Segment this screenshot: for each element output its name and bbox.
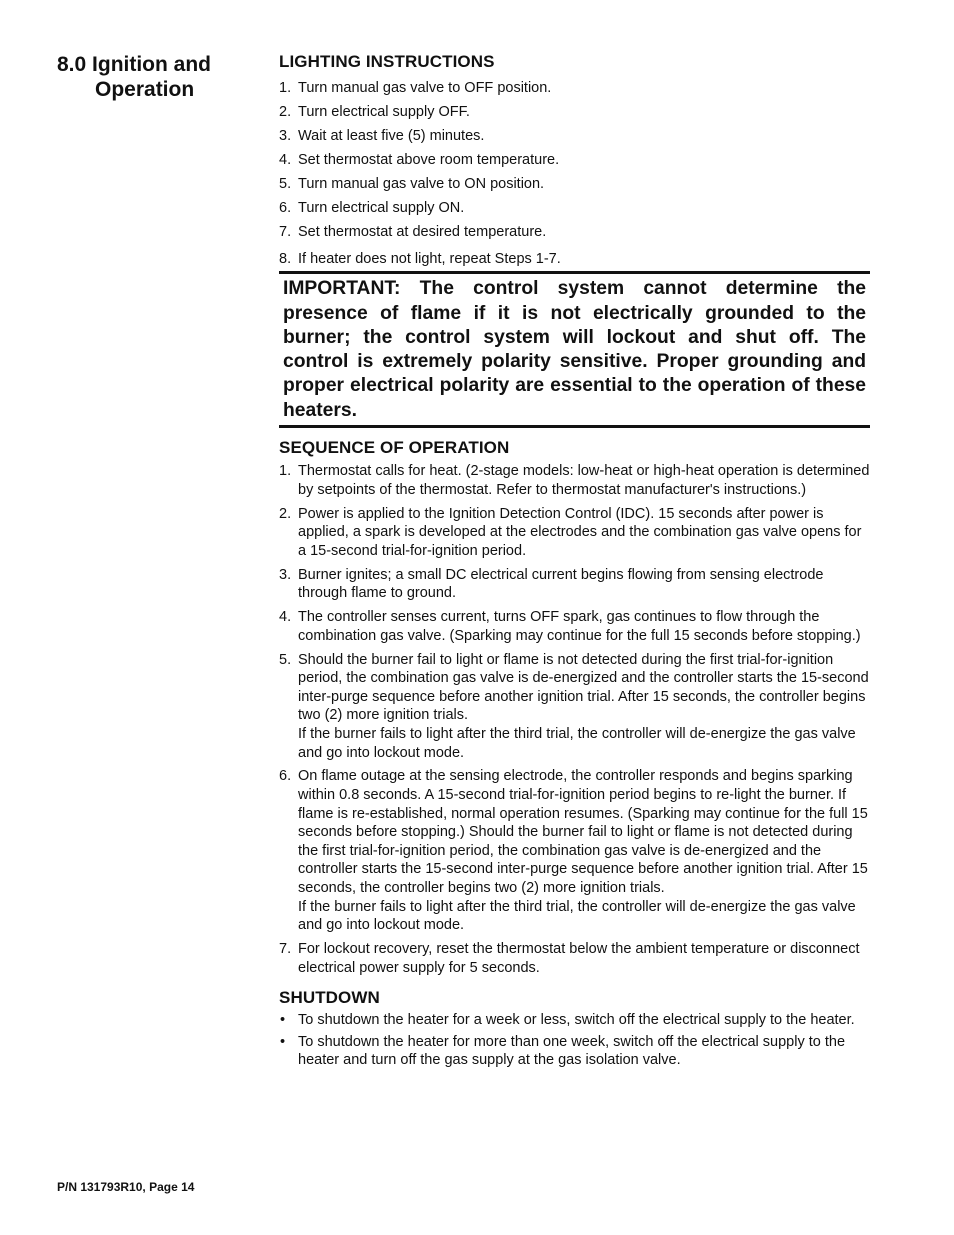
section-title-line-1: 8.0 Ignition and bbox=[57, 53, 212, 76]
step-text-continued: If the burner fails to light after the third trial, the controller will de-energize the gas valve and go into lockout mode. bbox=[298, 725, 856, 761]
step-number: 7. bbox=[279, 224, 292, 241]
shutdown-item-text: To shutdown the heater for more than one week, switch off the electrical supply to the heater and turn off the gas supply at the gas isolation valve. bbox=[298, 1033, 846, 1069]
sequence-step bbox=[279, 462, 870, 499]
step-number: 6. bbox=[279, 768, 292, 785]
step-number: 5. bbox=[279, 651, 292, 668]
shutdown-item bbox=[279, 1011, 870, 1030]
step-text-continued: If the burner fails to light after the third trial, the controller will de-energize the gas valve and go into lockout mode. bbox=[298, 898, 856, 934]
step-number: 5. bbox=[279, 175, 292, 192]
step-number: 2. bbox=[279, 103, 292, 120]
step-number: 4. bbox=[279, 609, 292, 626]
sequence-step bbox=[279, 566, 870, 603]
sequence-step bbox=[279, 608, 870, 645]
step-text: For lockout recovery, reset the thermostat below the ambient temperature or disconnect electrical power supply for 5 seconds. bbox=[298, 941, 860, 976]
shutdown-list bbox=[279, 1011, 870, 1070]
shutdown-item bbox=[279, 1033, 870, 1070]
lighting-step bbox=[279, 199, 870, 218]
lighting-step bbox=[279, 250, 870, 269]
step-text: Should the burner fail to light or flame is not detected during the first trial-for-ignition period, the combination gas valve is de-energized and the controller starts the 15-second inter-purge sequence before another ignition trial. After 15 seconds, the controller begins two (2) more ignition trials. bbox=[298, 651, 869, 724]
sequence-step bbox=[279, 651, 870, 763]
important-notice: IMPORTANT: The control system cannot determine the presence of flame if it is not electrically grounded to the burner; the control system will lockout and shut off. The control is extremely polarity sensitive. Proper grounding and proper electrical polarity are essential to the operation of these heaters. bbox=[279, 271, 870, 428]
shutdown-heading: SHUTDOWN bbox=[279, 988, 380, 1008]
bullet-marker: • bbox=[280, 1033, 286, 1050]
step-text: Turn electrical supply OFF. bbox=[298, 103, 470, 120]
sequence-of-operation-heading: SEQUENCE OF OPERATION bbox=[279, 438, 510, 458]
main-content bbox=[279, 51, 870, 1073]
step-number: 7. bbox=[279, 941, 292, 958]
sequence-step bbox=[279, 940, 870, 977]
lighting-instructions-heading: LIGHTING INSTRUCTIONS bbox=[279, 52, 495, 71]
step-text: Wait at least five (5) minutes. bbox=[298, 127, 485, 144]
lighting-step bbox=[279, 127, 870, 146]
lighting-step bbox=[279, 223, 870, 242]
step-number: 8. bbox=[279, 250, 292, 267]
step-text: The controller senses current, turns OFF spark, gas continues to flow through the combination gas valve. (Sparking may continue for the full 15 seconds before stopping.) bbox=[298, 609, 861, 644]
step-number: 6. bbox=[279, 199, 292, 216]
lighting-steps-list bbox=[279, 79, 870, 269]
step-text: Power is applied to the Ignition Detection Control (IDC). 15 seconds after power is applied, a spark is developed at the electrodes and the combination gas valve opens for a 15-second trial-for-ignition period. bbox=[298, 505, 862, 559]
lighting-step bbox=[279, 103, 870, 122]
step-text: Turn manual gas valve to ON position. bbox=[298, 175, 545, 192]
step-number: 2. bbox=[279, 505, 292, 522]
section-title-line-2: Operation bbox=[95, 78, 195, 101]
lighting-step bbox=[279, 175, 870, 194]
step-number: 3. bbox=[279, 566, 292, 583]
step-number: 4. bbox=[279, 151, 292, 168]
step-text: If heater does not light, repeat Steps 1-7. bbox=[298, 250, 561, 267]
shutdown-item-text: To shutdown the heater for a week or less, switch off the electrical supply to the heater. bbox=[298, 1012, 855, 1029]
step-text: Turn electrical supply ON. bbox=[298, 199, 465, 216]
bullet-marker: • bbox=[280, 1012, 286, 1029]
step-number: 1. bbox=[279, 463, 292, 480]
step-text: Thermostat calls for heat. (2-stage models: low-heat or high-heat operation is determined by setpoints of the thermostat. Refer to thermostat manufacturer's instructions.) bbox=[298, 463, 870, 498]
step-number: 1. bbox=[279, 79, 292, 96]
lighting-step bbox=[279, 79, 870, 98]
step-text: Burner ignites; a small DC electrical current begins flowing from sensing electrode through flame to ground. bbox=[298, 566, 824, 602]
step-text: Turn manual gas valve to OFF position. bbox=[298, 79, 552, 96]
page-footer: P/N 131793R10, Page 14 bbox=[57, 1180, 195, 1194]
step-text: On flame outage at the sensing electrode, the controller responds and begins sparking within 0.8 seconds. A 15-second trial-for-ignition period begins to re-light the burner. If flame is re-established, normal operation resumes. (Sparking may continue for the full 15 seconds before stopping.) Should the burner fail to light or flame is not detected during the first trial-for-ignition period, the combination gas valve is de-energized and the controller starts the 15-second inter-purge sequence before another ignition trial. After 15 seconds, the controller begins two (2) more ignition trials. bbox=[298, 768, 868, 896]
step-text: Set thermostat at desired temperature. bbox=[298, 224, 547, 241]
sequence-step bbox=[279, 505, 870, 561]
lighting-step bbox=[279, 151, 870, 170]
sequence-steps-list bbox=[279, 462, 870, 977]
sequence-step bbox=[279, 767, 870, 934]
step-number: 3. bbox=[279, 127, 292, 144]
section-title bbox=[57, 52, 227, 102]
step-text: Set thermostat above room temperature. bbox=[298, 151, 560, 168]
